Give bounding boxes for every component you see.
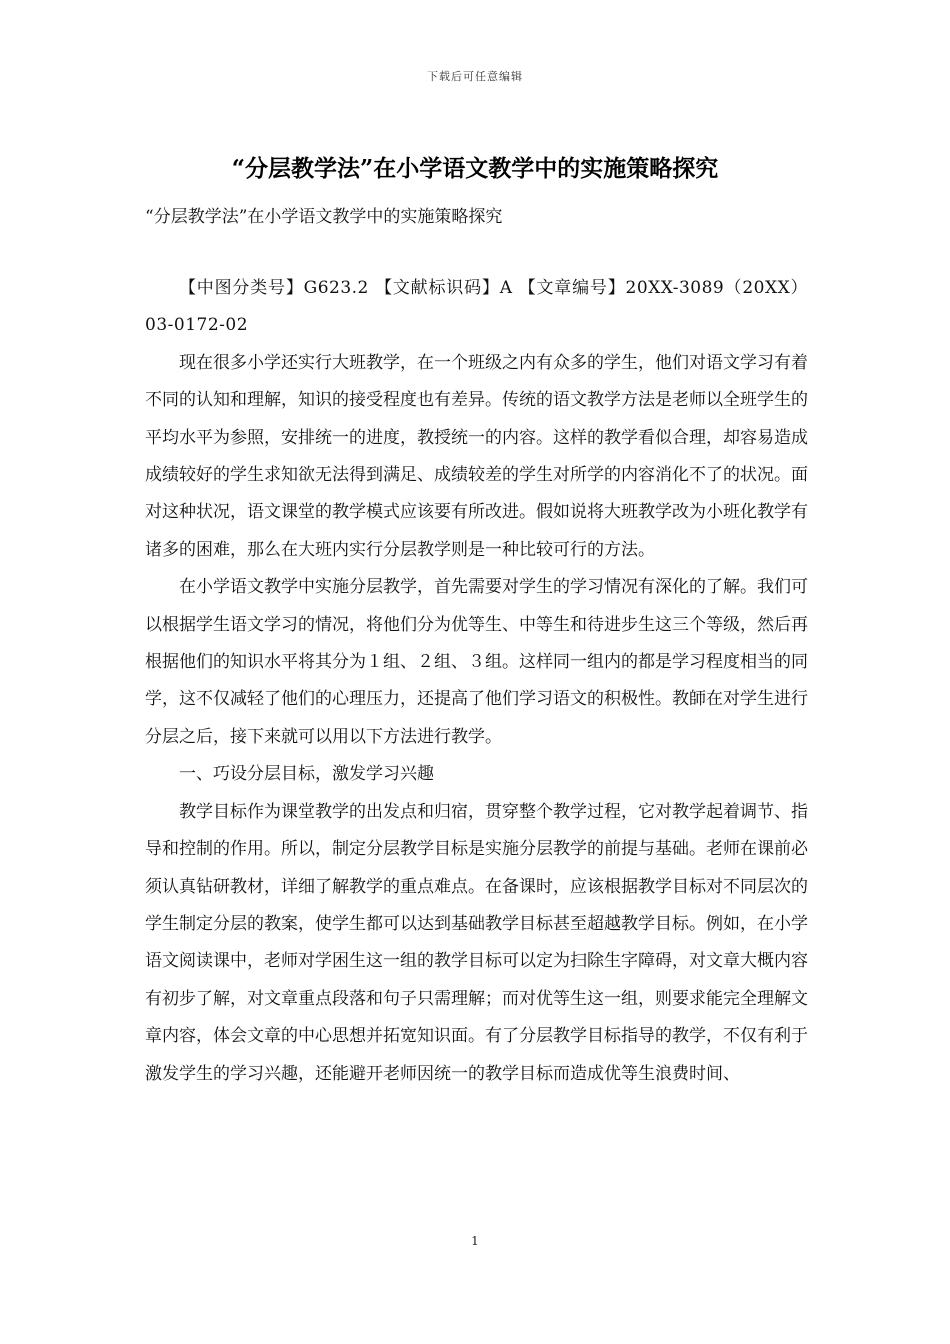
paragraph: 教学目标作为课堂教学的出发点和归宿，贯穿整个教学过程，它对教学起着调节、指导和控制的作用。所以，制定分层教学目标是实施分层教学的前提与基础。老师在课前必须认真钻研教材，详细了解教学的重点难点。在备课时，应该根据教学目标对不同层次的学生制定分层的教案，使学生都可以达到基础教学目标甚至超越教学目标。例如，在小学语文阅读课中，老师对学困生这一组的教学目标可以定为扫除生字障碍，对文章大概内容有初步了解，对文章重点段落和句子只需理解；而对优等生这一组，则要求能完全理解文章内容，体会文章的中心思想并拓宽知识面。有了分层教学目标指导的教学，不仅有利于激发学生的学习兴趣，还能避开老师因统一的教学目标而造成优等生浪费时间、: [145, 801, 808, 1084]
section-heading: 一、巧设分层目标，激发学习兴趣: [179, 764, 434, 785]
paragraph: 在小学语文教学中实施分层教学，首先需要对学生的学习情况有深化的了解。我们可以根据学生语文学习的情况，将他们分为优等生、中等生和待进步生这三个等级，然后再根据他们的知识水平将其分为１组、２组、３组。这样同一组内的都是学习程度相当的同学，这不仅减轻了他们的心理压力，还提高了他们学习语文的积极性。教師在对学生进行分层之后，接下来就可以用以下方法进行教学。: [145, 577, 808, 747]
document-subtitle: “分层教学法”在小学语文教学中的实施策略探究: [145, 207, 503, 227]
document-title: “分层教学法”在小学语文教学中的实施策略探究: [231, 155, 719, 182]
page-number: 1: [471, 1234, 479, 1248]
document-body: [145, 270, 808, 1093]
classification-line: 【中图分类号】G623.2 【文献标识码】A 【文章编号】20XX-3089（20XX）03-0172-02: [145, 278, 808, 336]
download-note: 下载后可任意编辑: [427, 70, 523, 83]
paragraph: 现在很多小学还实行大班教学，在一个班级之内有众多的学生，他们对语文学习有着不同的认知和理解，知识的接受程度也有差异。传统的语文教学方法是老师以全班学生的平均水平为参照，安排统一的进度，教授统一的内容。这样的教学看似合理，却容易造成成绩较好的学生求知欲无法得到满足、成绩较差的学生对所学的内容消化不了的状况。面对这种状况，语文课堂的教学模式应该要有所改进。假如说将大班教学改为小班化教学有诸多的困难，那么在大班内实行分层教学则是一种比较可行的方法。: [145, 352, 808, 560]
